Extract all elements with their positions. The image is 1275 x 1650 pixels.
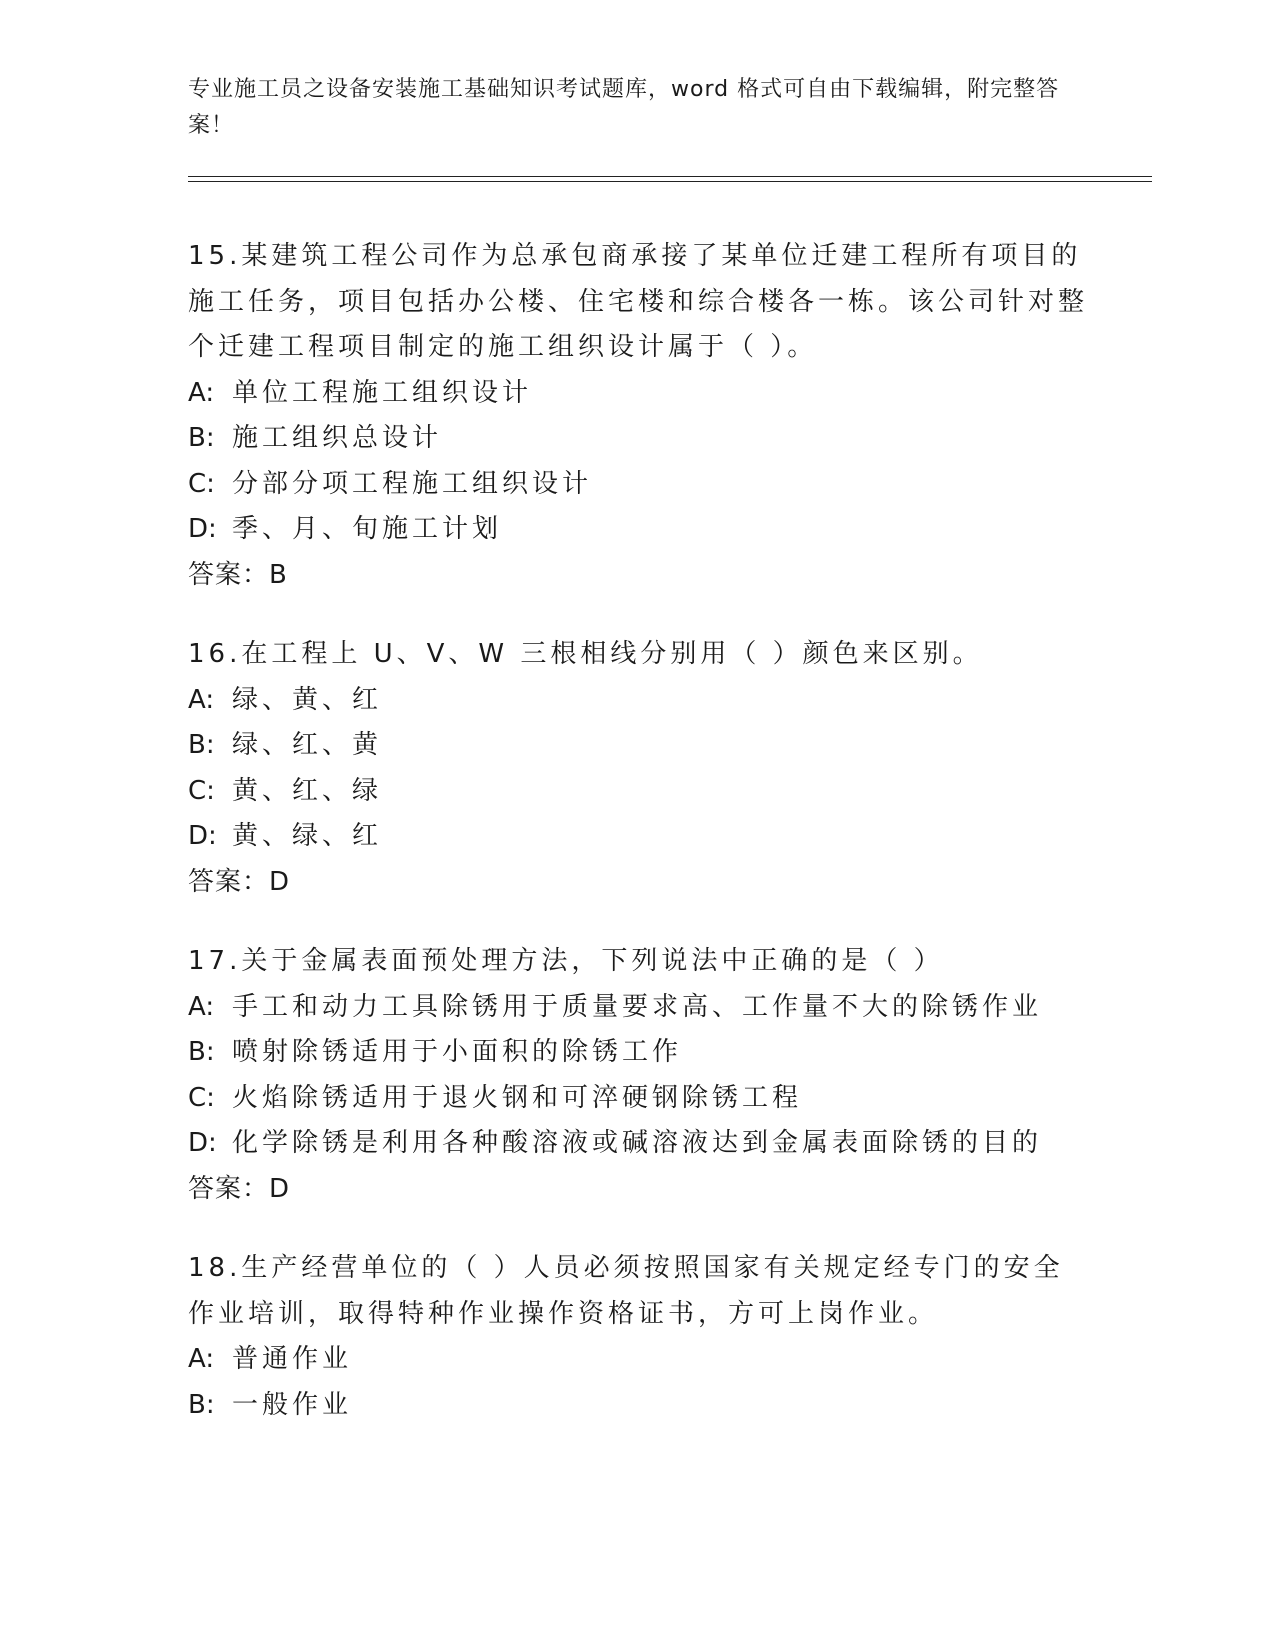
option-letter: C: xyxy=(188,468,215,499)
option-d xyxy=(188,1121,1088,1167)
option-letter: A: xyxy=(188,684,215,715)
answer-line: 答案：B xyxy=(188,559,288,590)
header-rule-bottom xyxy=(188,181,1152,182)
question-15 xyxy=(188,234,1088,598)
question-18 xyxy=(188,1246,1088,1428)
option-text: 施工组织总设计 xyxy=(232,423,443,453)
option-a xyxy=(188,985,1088,1031)
document-header: 专业施工员之设备安装施工基础知识考试题库，word 格式可自由下载编辑，附完整答案！ xyxy=(188,77,1060,138)
option-a xyxy=(188,1337,1088,1383)
option-letter: A: xyxy=(188,377,215,408)
option-text: 绿、黄、红 xyxy=(232,684,383,715)
option-text: 单位工程施工组织设计 xyxy=(232,377,533,408)
option-letter: D: xyxy=(188,1128,217,1158)
option-c xyxy=(188,1076,1088,1122)
option-text: 分部分项工程施工组织设计 xyxy=(232,468,593,499)
option-a xyxy=(188,678,1088,724)
question-list xyxy=(188,234,1088,1462)
option-letter: B: xyxy=(188,1037,215,1067)
question-16 xyxy=(188,632,1088,905)
option-text: 火焰除锈适用于退火钢和可淬硬钢除锈工程 xyxy=(232,1082,803,1113)
option-text: 手工和动力工具除锈用于质量要求高、工作量不大的除锈作业 xyxy=(232,991,1043,1022)
option-c xyxy=(188,462,1088,508)
option-letter: B: xyxy=(188,730,215,760)
option-a xyxy=(188,371,1088,417)
answer-line: 答案：D xyxy=(188,1173,291,1204)
option-text: 绿、红、黄 xyxy=(232,730,383,760)
question-stem: 16.在工程上 U、V、W 三根相线分别用（ ）颜色来区别。 xyxy=(188,639,983,669)
option-b xyxy=(188,723,1088,769)
option-d xyxy=(188,507,1088,553)
option-text: 化学除锈是利用各种酸溶液或碱溶液达到金属表面除锈的目的 xyxy=(232,1128,1043,1158)
question-stem: 17.关于金属表面预处理方法，下列说法中正确的是（ ） xyxy=(188,946,944,976)
option-c xyxy=(188,769,1088,815)
option-b xyxy=(188,1383,1088,1429)
option-b xyxy=(188,416,1088,462)
option-d xyxy=(188,814,1088,860)
option-text: 黄、绿、红 xyxy=(232,821,383,851)
option-letter: B: xyxy=(188,1389,215,1420)
option-letter: A: xyxy=(188,991,215,1022)
option-letter: C: xyxy=(188,775,215,806)
option-letter: B: xyxy=(188,423,215,453)
question-stem: 15.某建筑工程公司作为总承包商承接了某单位迁建工程所有项目的施工任务，项目包括办公楼、住宅楼和综合楼各一栋。该公司针对整个迁建工程项目制定的施工组织设计属于（ ）。 xyxy=(188,241,1089,362)
option-b xyxy=(188,1030,1088,1076)
option-text: 普通作业 xyxy=(232,1344,353,1374)
option-text: 黄、红、绿 xyxy=(232,775,383,806)
option-letter: D: xyxy=(188,821,217,851)
option-letter: D: xyxy=(188,514,217,544)
question-stem: 18.生产经营单位的（ ）人员必须按照国家有关规定经专门的安全作业培训，取得特种作业操作资格证书，方可上岗作业。 xyxy=(188,1253,1064,1329)
header-rule-top xyxy=(188,176,1152,177)
option-text: 一般作业 xyxy=(232,1389,353,1420)
option-text: 喷射除锈适用于小面积的除锈工作 xyxy=(232,1037,683,1067)
answer-line: 答案：D xyxy=(188,866,291,897)
option-letter: C: xyxy=(188,1082,215,1113)
option-text: 季、月、旬施工计划 xyxy=(232,514,503,544)
option-letter: A: xyxy=(188,1344,215,1374)
question-17 xyxy=(188,939,1088,1212)
